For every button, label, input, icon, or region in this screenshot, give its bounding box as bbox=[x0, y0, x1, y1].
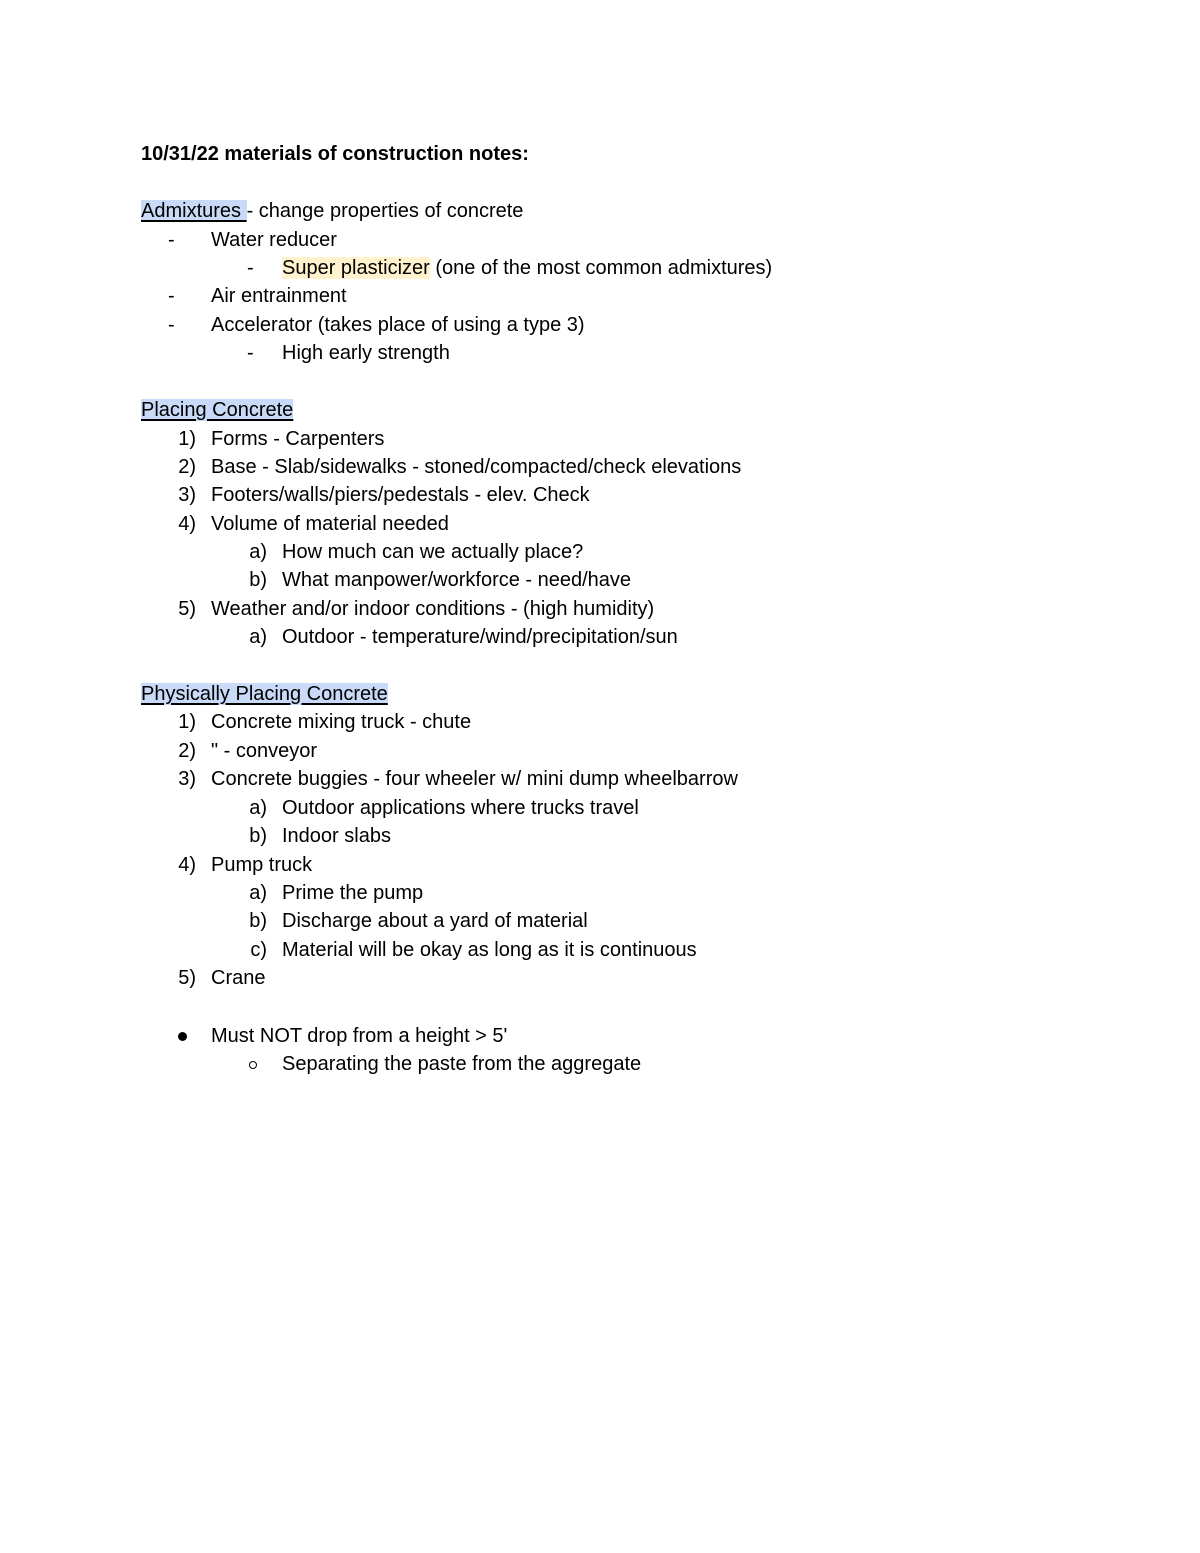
list-item-text: Forms - Carpenters bbox=[211, 428, 385, 450]
list-item-text: Crane bbox=[211, 967, 266, 989]
list-item-text: Volume of material needed bbox=[211, 513, 449, 535]
placing-concrete-heading-line bbox=[141, 396, 293, 424]
list-item-text: Weather and/or indoor conditions - (high humidity) bbox=[211, 598, 655, 620]
dash-marker: - bbox=[247, 257, 254, 279]
list-marker: 4) bbox=[178, 513, 196, 535]
list-item-text: Separating the paste from the aggregate bbox=[282, 1053, 642, 1075]
list-marker: a) bbox=[249, 541, 267, 563]
list-item-text: What manpower/workforce - need/have bbox=[282, 569, 632, 591]
list-marker: b) bbox=[249, 910, 267, 932]
bullet-circle-icon bbox=[249, 1061, 257, 1069]
list-item-text: Accelerator (takes place of using a type 3) bbox=[211, 314, 585, 336]
list-item-text: Concrete mixing truck - chute bbox=[211, 711, 472, 733]
list-marker: 1) bbox=[178, 428, 196, 450]
list-marker: c) bbox=[250, 939, 267, 961]
dash-marker: - bbox=[168, 285, 175, 307]
dash-marker: - bbox=[168, 229, 175, 251]
list-marker: 5) bbox=[178, 598, 196, 620]
list-item-text: " - conveyor bbox=[211, 740, 318, 762]
list-item-text: How much can we actually place? bbox=[282, 541, 584, 563]
list-item-text: High early strength bbox=[282, 342, 450, 364]
list-item-text: Water reducer bbox=[211, 229, 337, 251]
list-item-text: Material will be okay as long as it is continuous bbox=[282, 939, 697, 961]
placing-concrete-heading: Placing Concrete bbox=[141, 399, 294, 421]
page-title: 10/31/22 materials of construction notes: bbox=[141, 143, 529, 165]
bullet-dot-icon bbox=[178, 1032, 187, 1041]
super-plasticizer-highlight: Super plasticizer bbox=[282, 257, 430, 279]
list-item-text: Indoor slabs bbox=[282, 825, 391, 847]
admixtures-heading: Admixtures bbox=[141, 200, 247, 222]
list-marker: 2) bbox=[178, 740, 196, 762]
list-marker: a) bbox=[249, 797, 267, 819]
list-item-text: Pump truck bbox=[211, 854, 313, 876]
dash-marker: - bbox=[168, 314, 175, 336]
list-marker: 3) bbox=[178, 484, 196, 506]
admixtures-heading-rest: - change properties of concrete bbox=[246, 200, 524, 222]
list-item-text-rest: (one of the most common admixtures) bbox=[429, 257, 773, 279]
list-marker: 3) bbox=[178, 768, 196, 790]
list-marker: b) bbox=[249, 825, 267, 847]
list-item-text: Prime the pump bbox=[282, 882, 424, 904]
list-item-text: Discharge about a yard of material bbox=[282, 910, 588, 932]
list-item-text: Outdoor applications where trucks travel bbox=[282, 797, 639, 819]
admixtures-heading-line bbox=[141, 197, 523, 225]
list-item-text: Footers/walls/piers/pedestals - elev. Check bbox=[211, 484, 590, 506]
list-item-text: Air entrainment bbox=[211, 285, 347, 307]
list-item-text: Outdoor - temperature/wind/precipitation/sun bbox=[282, 626, 678, 648]
list-marker: b) bbox=[249, 569, 267, 591]
list-item-text: Concrete buggies - four wheeler w/ mini dump wheelbarrow bbox=[211, 768, 738, 790]
physically-placing-heading: Physically Placing Concrete bbox=[141, 683, 388, 705]
list-marker: 2) bbox=[178, 456, 196, 478]
list-item-text bbox=[282, 254, 772, 282]
list-marker: a) bbox=[249, 626, 267, 648]
list-item-text: Must NOT drop from a height > 5' bbox=[211, 1025, 508, 1047]
list-marker: 5) bbox=[178, 967, 196, 989]
dash-marker: - bbox=[247, 342, 254, 364]
list-item-text: Base - Slab/sidewalks - stoned/compacted/check elevations bbox=[211, 456, 742, 478]
list-marker: 4) bbox=[178, 854, 196, 876]
list-marker: 1) bbox=[178, 711, 196, 733]
list-marker: a) bbox=[249, 882, 267, 904]
physically-placing-heading-line bbox=[141, 680, 388, 708]
